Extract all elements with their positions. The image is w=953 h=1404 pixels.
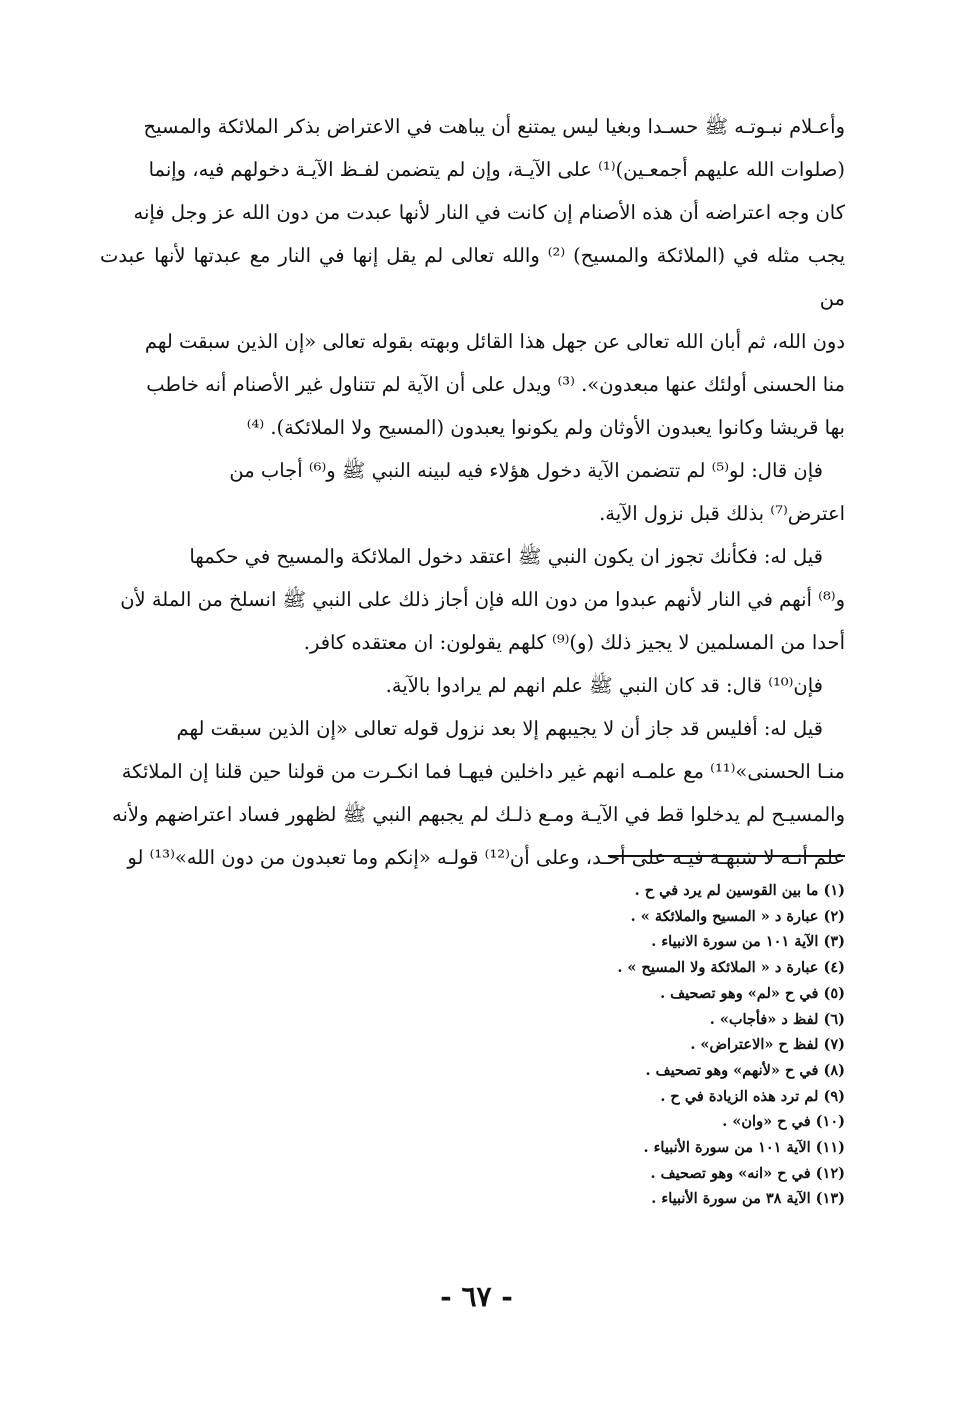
text-line: و⁽⁸⁾ أنهم في النار لأنهم عبدوا من دون الله فإن أجاز ذلك على النبي ﷺ انسلخ من الملة لأن (120, 588, 845, 611)
text-line: وأعـلام نبـوتـه ﷺ حسـدا وبغيا ليس يمتنع أن يباهت في الاعتراض بذكر الملائكة والمسيح (143, 115, 845, 138)
footnote: (٣) الآية ١٠١ من سورة الانبياء . (651, 933, 845, 951)
text-line: فإن قال: لو⁽⁵⁾ لم تتضمن الآية دخول هؤلاء فيه لبينه النبي ﷺ و⁽⁶⁾ أجاب من (229, 459, 823, 482)
text-line: فإن⁽¹⁰⁾ قال: قد كان النبي ﷺ علم انهم لم يرادوا بالآية. (385, 674, 823, 697)
text-line: قيل له: فكأنك تجوز ان يكون النبي ﷺ اعتقد دخول الملائكة والمسيح في حكمها (189, 545, 823, 568)
footnote: (٩) لم ترد هذه الزيادة في ح . (660, 1087, 845, 1105)
footnote: (٧) لفظ ح «الاعتراض» . (690, 1036, 845, 1054)
text-line: بها قريشا وكانوا يعبدون الأوثان ولم يكونوا يعبدون (المسيح ولا الملائكة). ⁽⁴⁾ (246, 416, 845, 439)
footnote: (١١) الآية ١٠١ من سورة الأنبياء . (643, 1139, 845, 1157)
text-line: يجب مثله في (الملائكة والمسيح) ⁽²⁾ والله تعالى لم يقل إنها في النار مع عبدتها لأنها عبدت من (100, 244, 846, 310)
text-line: منـا الحسنى»⁽¹¹⁾ مع علمـه انهم غير داخلين فيهـا فما انكـرت من قولنا حين قلنا إن الملائكة (121, 760, 845, 783)
text-line: كان وجه اعتراضه أن هذه الأصنام إن كانت في النار لأنها عبدت من دون الله عز وجل فإنه (133, 201, 845, 224)
footnote: (٨) في ح «لأنهم» وهو تصحيف . (645, 1061, 845, 1079)
text-line: قيل له: أفليس قد جاز أن لا يجيبهم إلا بعد نزول قوله تعالى «إن الذين سبقت لهم (176, 717, 823, 740)
text-line: أحدا من المسلمين لا يجيز ذلك (و)⁽⁹⁾ كلهم يقولون: ان معتقده كافر. (303, 631, 845, 654)
footnote: (١٢) في ح «انه» وهو تصحيف . (650, 1164, 845, 1182)
text-line: والمسيـح لم يدخلوا قط في الآيـة ومـع ذلـك لم يجبهم النبي ﷺ لظهور فساد اعتراضهم ولأنه (112, 803, 845, 826)
text-line: اعترض⁽⁷⁾ بذلك قبل نزول الآية. (599, 502, 845, 525)
text-line: علم أنـه لا شبهـة فيـه على أحـد، وعلى أن⁽¹²⁾ قولـه «إنكم وما تعبدون من دون الله»⁽¹³⁾ لو (127, 846, 845, 869)
footnote-divider (608, 855, 845, 857)
footnote: (٦) لفظ د «فأجاب» . (709, 1010, 845, 1028)
footnotes (560, 878, 845, 1212)
footnote: (٤) عبارة د « الملائكة ولا المسيح » . (617, 959, 845, 977)
text-line: (صلوات الله عليهم أجمعـين)⁽¹⁾ على الآيـة، وإن لم يتضمن لفـظ الآيـة دخولهم فيه، وإنما (148, 158, 845, 181)
footnote: (١٠) في ح «وان» . (722, 1113, 845, 1131)
footnote: (٢) عبارة د « المسيح والملائكة » . (630, 907, 845, 925)
text-line: منا الحسنى أولئك عنها مبعدون». ⁽³⁾ ويدل على أن الآية لم تتناول غير الأصنام أنه خاطب (146, 373, 845, 396)
page-number: - ٦٧ - (440, 1280, 513, 1313)
footnote: (٥) في ح «لم» وهو تصحيف . (660, 984, 845, 1002)
main-text (100, 105, 845, 879)
footnote: (١٣) الآية ٣٨ من سورة الأنبياء . (651, 1190, 845, 1208)
text-line: دون الله، ثم أبان الله تعالى عن جهل هذا القائل وبهته بقوله تعالى «إن الذين سبقت لهم (144, 330, 845, 353)
footnote: (١) ما بين القوسين لم يرد في ح . (634, 882, 845, 899)
